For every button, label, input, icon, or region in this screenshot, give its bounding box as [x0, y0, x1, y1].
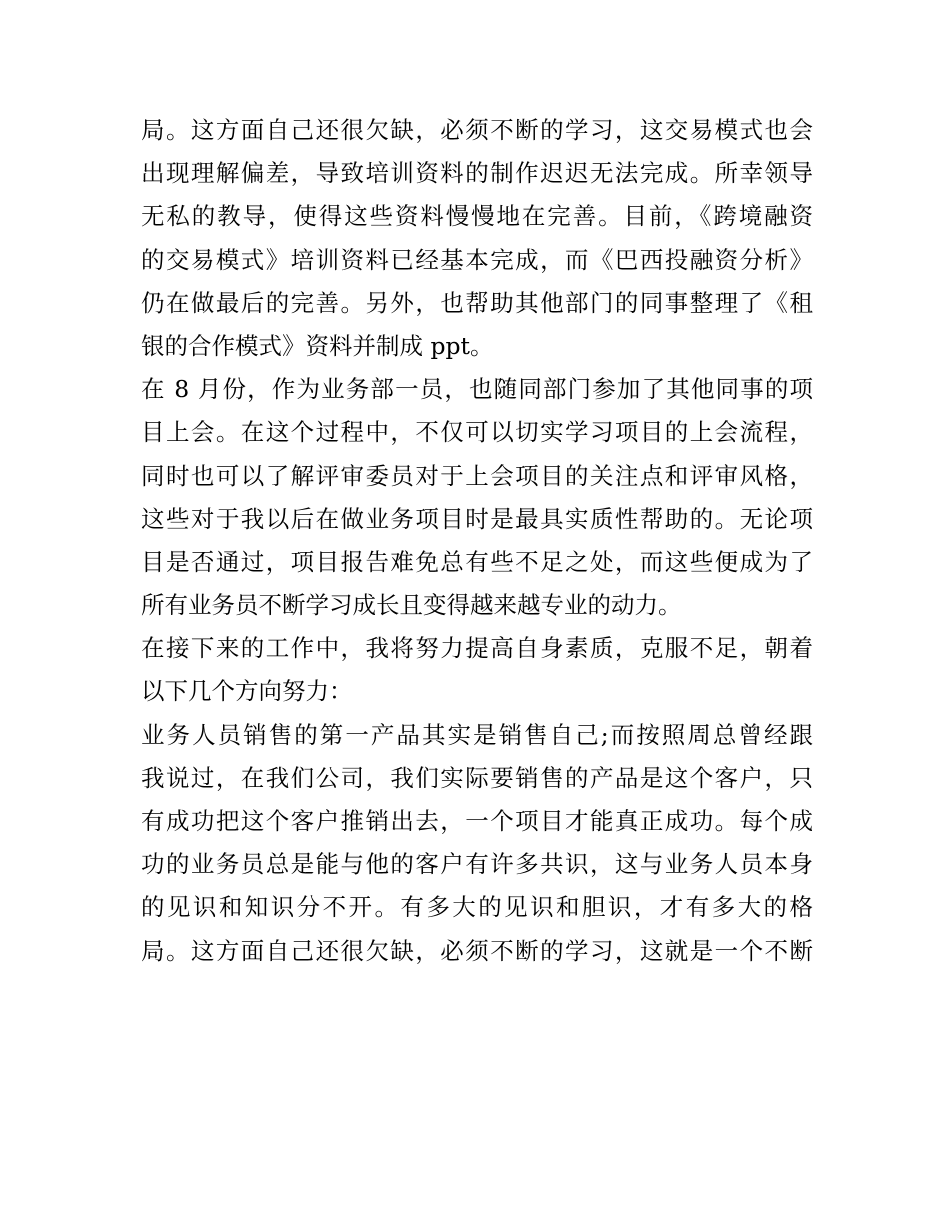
text-line: 同时也可以了解评审委员对于上会项目的关注点和评审风格，: [141, 461, 813, 490]
paragraph: [141, 109, 813, 368]
text-line: 目是否通过，项目报告难免总有些不足之处，而这些便成为了: [141, 547, 813, 576]
text-line: 局。这方面自己还很欠缺，必须不断的学习，这就是一个不断: [141, 936, 813, 965]
text-line: 仍在做最后的完善。另外，也帮助其他部门的同事整理了《租: [141, 288, 813, 317]
text-line: 在接下来的工作中，我将努力提高自身素质，克服不足，朝着: [141, 634, 813, 663]
text-line: 出现理解偏差，导致培训资料的制作迟迟无法完成。所幸领导: [141, 159, 813, 188]
text-line: 的见识和知识分不开。有多大的见识和胆识，才有多大的格: [141, 893, 813, 922]
text-line: 这些对于我以后在做业务项目时是最具实质性帮助的。无论项: [141, 504, 813, 533]
text-line: 以下几个方向努力：: [141, 677, 353, 706]
text-line: 功的业务员总是能与他的客户有许多共识，这与业务人员本身: [141, 850, 813, 879]
text-line: 的交易模式》培训资料已经基本完成，而《巴西投融资分析》: [141, 245, 813, 274]
text-line: 银的合作模式》资料并制成 ppt。: [141, 331, 494, 360]
document-body: [141, 109, 813, 973]
text-line: 有成功把这个客户推销出去，一个项目才能真正成功。每个成: [141, 807, 813, 835]
text-line: 目上会。在这个过程中，不仅可以切实学习项目的上会流程，: [141, 418, 813, 447]
text-line: 业务人员销售的第一产品其实是销售自己;而按照周总曾经跟: [141, 720, 813, 749]
text-line: 局。这方面自己还很欠缺，必须不断的学习，这交易模式也会: [141, 116, 813, 144]
text-line: 我说过，在我们公司，我们实际要销售的产品是这个客户，只: [141, 763, 813, 792]
text-line: 所有业务员不断学习成长且变得越来越专业的动力。: [141, 591, 682, 620]
text-line: 在 8 月份，作为业务部一员，也随同部门参加了其他同事的项: [141, 375, 813, 404]
paragraph: [141, 368, 813, 627]
paragraph: [141, 714, 813, 973]
paragraph: [141, 627, 813, 713]
text-line: 无私的教导，使得这些资料慢慢地在完善。目前，《跨境融资: [141, 202, 813, 231]
